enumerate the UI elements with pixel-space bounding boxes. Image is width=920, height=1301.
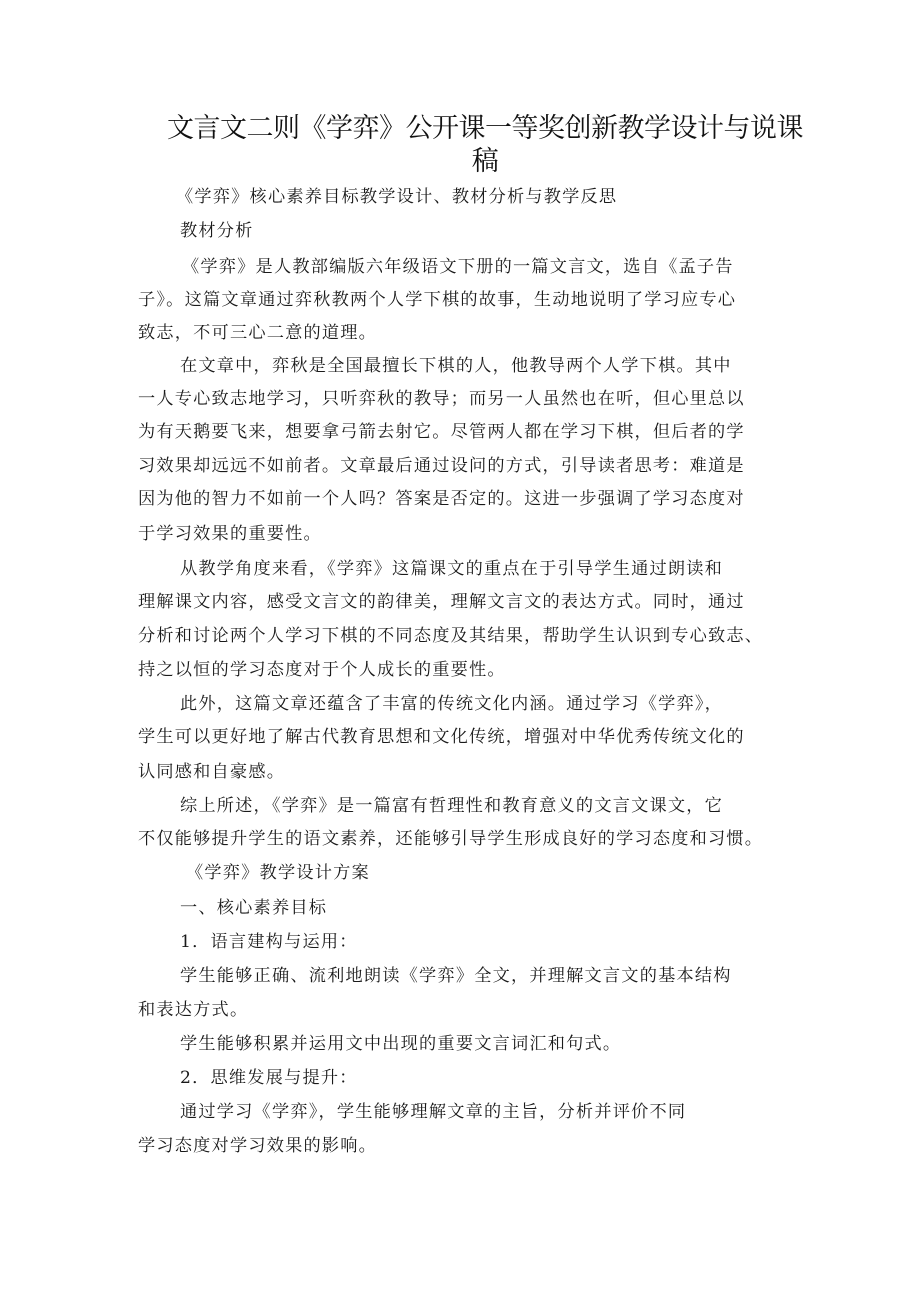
document-title (140, 112, 830, 178)
paragraph-line: 习效果却远远不如前者。文章最后通过设问的方式，引导读者思考：难道是 (138, 456, 745, 476)
paragraph-line: 学习态度对学习效果的影响。 (138, 1136, 378, 1156)
paragraph-line: 认同感和自豪感。 (138, 762, 286, 782)
paragraph-line: 因为他的智力不如前一个人吗？答案是否定的。这进一步强调了学习态度对 (138, 489, 745, 509)
paragraph-line: 分析和讨论两个人学习下棋的不同态度及其结果，帮助学生认识到专心致志、 (138, 626, 764, 646)
paragraph-line: 综上所述，《学弈》是一篇富有哲理性和教育意义的文言文课文，它 (180, 796, 724, 816)
paragraph-line: 在文章中，弈秋是全国最擅长下棋的人，他教导两个人学下棋。其中 (180, 356, 732, 376)
paragraph-line: 为有天鹅要飞来，想要拿弓箭去射它。尽管两人都在学习下棋，但后者的学 (138, 422, 745, 442)
section-heading-goals: 一、核心素养目标 (180, 898, 328, 918)
paragraph-line: 子》。这篇文章通过弈秋教两个人学下棋的故事，生动地说明了学习应专心 (138, 290, 737, 310)
paragraph-line: 《学弈》是人教部编版六年级语文下册的一篇文言文，选自《孟子告 (182, 257, 734, 277)
subtitle-line: 《学弈》核心素养目标教学设计、教材分析与教学反思 (176, 187, 618, 207)
paragraph-line: 学生能够积累并运用文中出现的重要文言词汇和句式。 (180, 1034, 622, 1054)
title-line-1: 文言文二则《学弈》公开课一等奖创新教学设计与说课 (167, 113, 803, 144)
paragraph-line: 理解课文内容，感受文言文的韵律美，理解文言文的表达方式。同时，通过 (138, 592, 745, 612)
section-heading-materials: 教材分析 (180, 221, 254, 241)
paragraph-line: 从教学角度来看，《学弈》这篇课文的重点在于引导学生通过朗读和 (180, 559, 724, 579)
paragraph-line: 致志，不可三心二意的道理。 (138, 323, 378, 343)
section-heading-plan: 《学弈》教学设计方案 (186, 863, 370, 883)
title-line-2: 稿 (471, 146, 499, 177)
paragraph-line: 和表达方式。 (138, 1000, 249, 1020)
paragraph-line: 一人专心致志地学习，只听弈秋的教导；而另一人虽然也在听，但心里总以 (138, 389, 745, 409)
paragraph-line: 通过学习《学弈》，学生能够理解文章的主旨，分析并评价不同 (180, 1102, 687, 1122)
goal-heading-1: 1．语言建构与运用： (180, 932, 358, 952)
paragraph-line: 此外，这篇文章还蕴含了丰富的传统文化内涵。通过学习《学弈》， (180, 694, 724, 714)
goal-heading-2: 2．思维发展与提升： (180, 1068, 358, 1088)
paragraph-line: 不仅能够提升学生的语文素养，还能够引导学生形成良好的学习态度和习惯。 (138, 829, 764, 849)
paragraph-line: 持之以恒的学习态度对于个人成长的重要性。 (138, 660, 506, 680)
paragraph-line: 于学习效果的重要性。 (138, 524, 322, 544)
paragraph-line: 学生可以更好地了解古代教育思想和文化传统，增强对中华优秀传统文化的 (138, 727, 745, 747)
paragraph-line: 学生能够正确、流利地朗读《学弈》全文，并理解文言文的基本结构 (180, 966, 732, 986)
